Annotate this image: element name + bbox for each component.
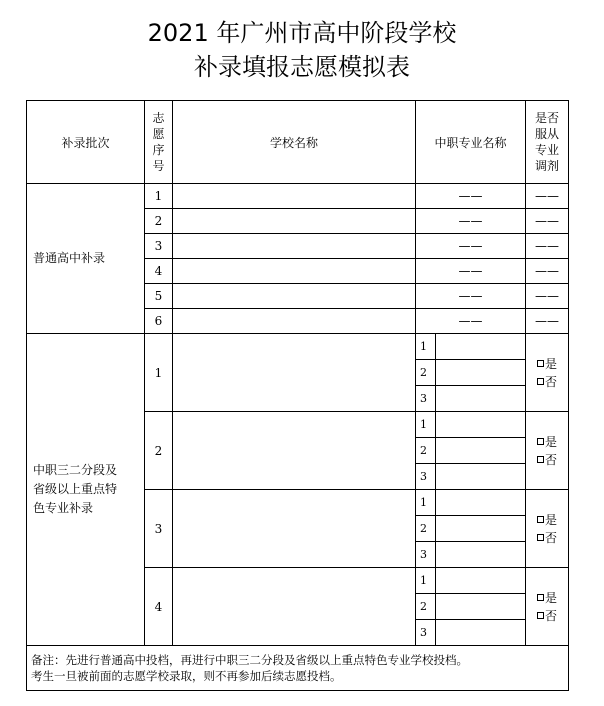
- major-name-cell[interactable]: [436, 386, 526, 412]
- major-sub-number: 3: [416, 542, 436, 568]
- adjust-options: [526, 412, 569, 490]
- yes-checkbox[interactable]: 是: [537, 435, 557, 449]
- order-number: 2: [145, 209, 173, 234]
- major-dash: ——: [416, 259, 526, 284]
- checkbox-icon: [537, 360, 544, 367]
- volunteer-form-table: [26, 100, 569, 691]
- major-name-cell[interactable]: [436, 516, 526, 542]
- major-sub-number: 1: [416, 412, 436, 438]
- major-name-cell[interactable]: [436, 490, 526, 516]
- note-row: [27, 646, 569, 691]
- no-checkbox[interactable]: 否: [537, 531, 557, 545]
- header-school: 学校名称: [173, 101, 416, 184]
- major-dash: ——: [416, 309, 526, 334]
- major-sub-number: 2: [416, 360, 436, 386]
- checkbox-icon: [537, 438, 544, 445]
- note-line-1: 备注：先进行普通高中投档，再进行中职三二分段及省级以上重点特色专业学校投档。: [31, 653, 468, 667]
- checkbox-icon: [537, 378, 544, 385]
- title-line-2: 补录填报志愿模拟表: [194, 53, 410, 81]
- school-name-cell[interactable]: [173, 412, 416, 490]
- order-number: 2: [145, 412, 173, 490]
- school-name-cell[interactable]: [173, 209, 416, 234]
- checkbox-icon: [537, 612, 544, 619]
- adjust-dash: ——: [526, 184, 569, 209]
- checkbox-icon: [537, 516, 544, 523]
- order-number: 1: [145, 334, 173, 412]
- major-name-cell[interactable]: [436, 568, 526, 594]
- adjust-options: [526, 490, 569, 568]
- table-row: [27, 334, 569, 360]
- major-sub-number: 1: [416, 490, 436, 516]
- major-sub-number: 2: [416, 438, 436, 464]
- major-dash: ——: [416, 284, 526, 309]
- major-sub-number: 2: [416, 516, 436, 542]
- order-number: 4: [145, 259, 173, 284]
- major-name-cell[interactable]: [436, 620, 526, 646]
- adjust-dash: ——: [526, 284, 569, 309]
- yes-checkbox[interactable]: 是: [537, 591, 557, 605]
- major-sub-number: 3: [416, 464, 436, 490]
- major-name-cell[interactable]: [436, 438, 526, 464]
- school-name-cell[interactable]: [173, 490, 416, 568]
- adjust-options: [526, 568, 569, 646]
- yes-checkbox[interactable]: 是: [537, 513, 557, 527]
- major-name-cell[interactable]: [436, 542, 526, 568]
- school-name-cell[interactable]: [173, 234, 416, 259]
- major-dash: ——: [416, 234, 526, 259]
- major-dash: ——: [416, 184, 526, 209]
- table-row: [27, 184, 569, 209]
- major-name-cell[interactable]: [436, 412, 526, 438]
- major-name-cell[interactable]: [436, 334, 526, 360]
- header-adjust: 是否 服从 专业 调剂: [526, 101, 569, 184]
- header-batch: 补录批次: [27, 101, 145, 184]
- major-sub-number: 3: [416, 620, 436, 646]
- order-number: 3: [145, 490, 173, 568]
- school-name-cell[interactable]: [173, 259, 416, 284]
- note-line-2: 考生一旦被前面的志愿学校录取，则不再参加后续志愿投档。: [31, 669, 342, 683]
- order-number: 6: [145, 309, 173, 334]
- adjust-options: [526, 334, 569, 412]
- title-line-1: 2021 年广州市高中阶段学校: [147, 19, 457, 47]
- order-number: 3: [145, 234, 173, 259]
- adjust-dash: ——: [526, 209, 569, 234]
- no-checkbox[interactable]: 否: [537, 375, 557, 389]
- adjust-dash: ——: [526, 309, 569, 334]
- checkbox-icon: [537, 534, 544, 541]
- checkbox-icon: [537, 594, 544, 601]
- major-sub-number: 2: [416, 594, 436, 620]
- major-sub-number: 1: [416, 334, 436, 360]
- school-name-cell[interactable]: [173, 284, 416, 309]
- major-name-cell[interactable]: [436, 594, 526, 620]
- no-checkbox[interactable]: 否: [537, 609, 557, 623]
- section-general-label: 普通高中补录: [27, 184, 145, 334]
- school-name-cell[interactable]: [173, 334, 416, 412]
- major-dash: ——: [416, 209, 526, 234]
- major-sub-number: 3: [416, 386, 436, 412]
- order-number: 5: [145, 284, 173, 309]
- major-sub-number: 1: [416, 568, 436, 594]
- school-name-cell[interactable]: [173, 568, 416, 646]
- checkbox-icon: [537, 456, 544, 463]
- major-name-cell[interactable]: [436, 360, 526, 386]
- header-order: 志 愿 序 号: [145, 101, 173, 184]
- section-vocational-label: 中职三二分段及 省级以上重点特 色专业补录: [27, 334, 145, 646]
- no-checkbox[interactable]: 否: [537, 453, 557, 467]
- major-name-cell[interactable]: [436, 464, 526, 490]
- order-number: 4: [145, 568, 173, 646]
- adjust-dash: ——: [526, 259, 569, 284]
- school-name-cell[interactable]: [173, 309, 416, 334]
- header-row: [27, 101, 569, 184]
- header-major: 中职专业名称: [416, 101, 526, 184]
- note-cell: [27, 646, 569, 691]
- school-name-cell[interactable]: [173, 184, 416, 209]
- adjust-dash: ——: [526, 234, 569, 259]
- order-number: 1: [145, 184, 173, 209]
- yes-checkbox[interactable]: 是: [537, 357, 557, 371]
